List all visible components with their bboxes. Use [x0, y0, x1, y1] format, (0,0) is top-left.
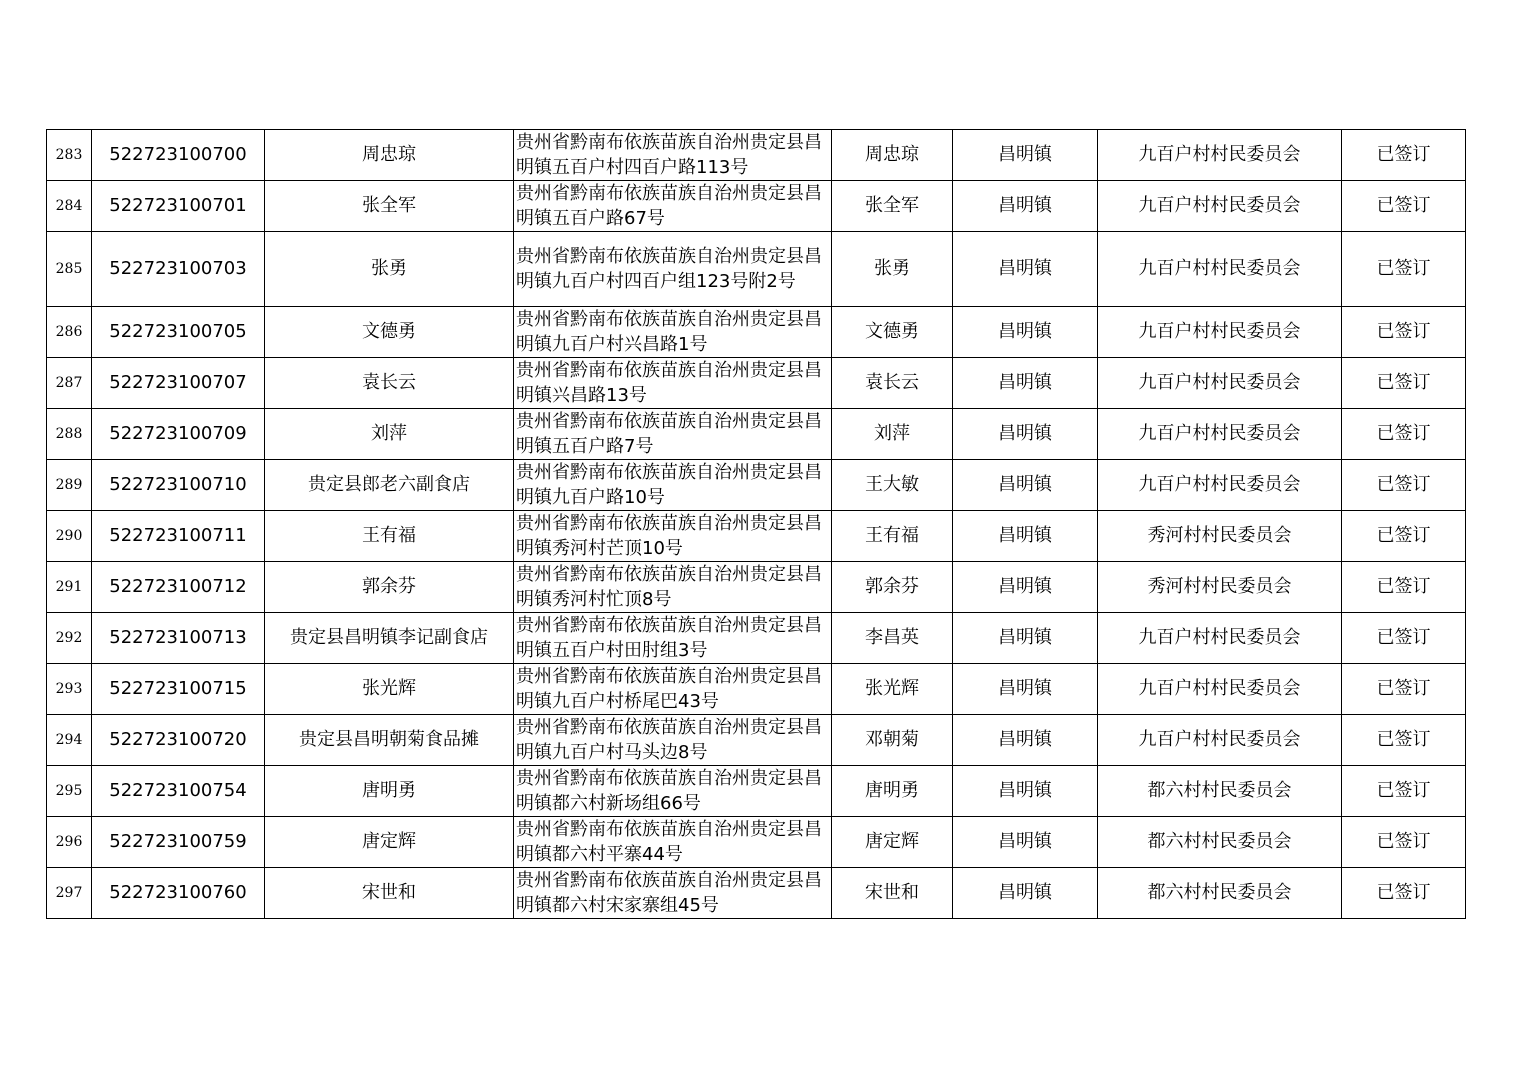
status-cell: 已签订: [1342, 181, 1466, 232]
business-name-cell: 刘萍: [265, 409, 514, 460]
town-cell: 昌明镇: [953, 613, 1098, 664]
village-committee-cell: 都六村村民委员会: [1098, 817, 1342, 868]
table-row: [47, 460, 1466, 511]
status-cell: 已签订: [1342, 511, 1466, 562]
table-row: [47, 715, 1466, 766]
row-number-cell: 283: [47, 130, 92, 181]
business-name-cell: 贵定县昌明镇李记副食店: [265, 613, 514, 664]
responsible-person-cell: 唐定辉: [832, 817, 953, 868]
village-committee-cell: 九百户村村民委员会: [1098, 409, 1342, 460]
town-cell: 昌明镇: [953, 562, 1098, 613]
row-number-cell: 288: [47, 409, 92, 460]
table-row: [47, 817, 1466, 868]
responsible-person-cell: 文德勇: [832, 307, 953, 358]
business-name-cell: 周忠琼: [265, 130, 514, 181]
table-row: [47, 307, 1466, 358]
village-committee-cell: 九百户村村民委员会: [1098, 664, 1342, 715]
business-name-cell: 张勇: [265, 232, 514, 307]
row-number-cell: 297: [47, 868, 92, 919]
responsible-person-cell: 宋世和: [832, 868, 953, 919]
license-code-cell: 522723100715: [92, 664, 265, 715]
table-row: [47, 409, 1466, 460]
address-cell: 贵州省黔南布依族苗族自治州贵定县昌明镇都六村平寨44号: [514, 817, 832, 868]
village-committee-cell: 秀河村村民委员会: [1098, 562, 1342, 613]
address-cell: 贵州省黔南布依族苗族自治州贵定县昌明镇九百户村四百户组123号附2号: [514, 232, 832, 307]
town-cell: 昌明镇: [953, 409, 1098, 460]
village-committee-cell: 九百户村村民委员会: [1098, 358, 1342, 409]
town-cell: 昌明镇: [953, 307, 1098, 358]
table-row: [47, 613, 1466, 664]
license-code-cell: 522723100710: [92, 460, 265, 511]
responsible-person-cell: 李昌英: [832, 613, 953, 664]
status-cell: 已签订: [1342, 562, 1466, 613]
responsible-person-cell: 袁长云: [832, 358, 953, 409]
town-cell: 昌明镇: [953, 511, 1098, 562]
status-cell: 已签订: [1342, 307, 1466, 358]
town-cell: 昌明镇: [953, 181, 1098, 232]
row-number-cell: 289: [47, 460, 92, 511]
address-cell: 贵州省黔南布依族苗族自治州贵定县昌明镇兴昌路13号: [514, 358, 832, 409]
business-name-cell: 唐明勇: [265, 766, 514, 817]
row-number-cell: 290: [47, 511, 92, 562]
town-cell: 昌明镇: [953, 868, 1098, 919]
status-cell: 已签订: [1342, 358, 1466, 409]
license-code-cell: 522723100720: [92, 715, 265, 766]
address-cell: 贵州省黔南布依族苗族自治州贵定县昌明镇秀河村芒顶10号: [514, 511, 832, 562]
table-row: [47, 358, 1466, 409]
village-committee-cell: 都六村村民委员会: [1098, 766, 1342, 817]
table-body: [47, 130, 1466, 919]
row-number-cell: 294: [47, 715, 92, 766]
status-cell: 已签订: [1342, 715, 1466, 766]
responsible-person-cell: 张勇: [832, 232, 953, 307]
business-name-cell: 唐定辉: [265, 817, 514, 868]
row-number-cell: 292: [47, 613, 92, 664]
status-cell: 已签订: [1342, 130, 1466, 181]
village-committee-cell: 都六村村民委员会: [1098, 868, 1342, 919]
status-cell: 已签订: [1342, 613, 1466, 664]
town-cell: 昌明镇: [953, 766, 1098, 817]
business-name-cell: 王有福: [265, 511, 514, 562]
town-cell: 昌明镇: [953, 232, 1098, 307]
business-name-cell: 郭余芬: [265, 562, 514, 613]
village-committee-cell: 九百户村村民委员会: [1098, 613, 1342, 664]
address-cell: 贵州省黔南布依族苗族自治州贵定县昌明镇五百户村四百户路113号: [514, 130, 832, 181]
table-row: [47, 130, 1466, 181]
business-name-cell: 贵定县郎老六副食店: [265, 460, 514, 511]
responsible-person-cell: 张全军: [832, 181, 953, 232]
table-row: [47, 232, 1466, 307]
business-name-cell: 文德勇: [265, 307, 514, 358]
license-code-cell: 522723100711: [92, 511, 265, 562]
license-code-cell: 522723100701: [92, 181, 265, 232]
village-committee-cell: 九百户村村民委员会: [1098, 232, 1342, 307]
row-number-cell: 286: [47, 307, 92, 358]
address-cell: 贵州省黔南布依族苗族自治州贵定县昌明镇五百户村田肘组3号: [514, 613, 832, 664]
row-number-cell: 295: [47, 766, 92, 817]
village-committee-cell: 秀河村村民委员会: [1098, 511, 1342, 562]
status-cell: 已签订: [1342, 766, 1466, 817]
address-cell: 贵州省黔南布依族苗族自治州贵定县昌明镇九百户路10号: [514, 460, 832, 511]
responsible-person-cell: 邓朝菊: [832, 715, 953, 766]
business-name-cell: 袁长云: [265, 358, 514, 409]
table-row: [47, 766, 1466, 817]
license-code-cell: 522723100709: [92, 409, 265, 460]
row-number-cell: 285: [47, 232, 92, 307]
business-name-cell: 贵定县昌明朝菊食品摊: [265, 715, 514, 766]
row-number-cell: 296: [47, 817, 92, 868]
town-cell: 昌明镇: [953, 460, 1098, 511]
address-cell: 贵州省黔南布依族苗族自治州贵定县昌明镇都六村新场组66号: [514, 766, 832, 817]
town-cell: 昌明镇: [953, 358, 1098, 409]
responsible-person-cell: 郭余芬: [832, 562, 953, 613]
village-committee-cell: 九百户村村民委员会: [1098, 307, 1342, 358]
address-cell: 贵州省黔南布依族苗族自治州贵定县昌明镇秀河村忙顶8号: [514, 562, 832, 613]
row-number-cell: 293: [47, 664, 92, 715]
address-cell: 贵州省黔南布依族苗族自治州贵定县昌明镇五百户路67号: [514, 181, 832, 232]
license-code-cell: 522723100703: [92, 232, 265, 307]
village-committee-cell: 九百户村村民委员会: [1098, 181, 1342, 232]
village-committee-cell: 九百户村村民委员会: [1098, 460, 1342, 511]
town-cell: 昌明镇: [953, 130, 1098, 181]
business-name-cell: 宋世和: [265, 868, 514, 919]
address-cell: 贵州省黔南布依族苗族自治州贵定县昌明镇都六村宋家寨组45号: [514, 868, 832, 919]
table-row: [47, 511, 1466, 562]
address-cell: 贵州省黔南布依族苗族自治州贵定县昌明镇九百户村马头边8号: [514, 715, 832, 766]
status-cell: 已签订: [1342, 409, 1466, 460]
table-row: [47, 868, 1466, 919]
address-cell: 贵州省黔南布依族苗族自治州贵定县昌明镇九百户村桥尾巴43号: [514, 664, 832, 715]
table-row: [47, 664, 1466, 715]
license-code-cell: 522723100707: [92, 358, 265, 409]
license-code-cell: 522723100759: [92, 817, 265, 868]
status-cell: 已签订: [1342, 664, 1466, 715]
status-cell: 已签订: [1342, 817, 1466, 868]
village-committee-cell: 九百户村村民委员会: [1098, 130, 1342, 181]
status-cell: 已签订: [1342, 460, 1466, 511]
license-code-cell: 522723100713: [92, 613, 265, 664]
responsible-person-cell: 周忠琼: [832, 130, 953, 181]
responsible-person-cell: 王大敏: [832, 460, 953, 511]
address-cell: 贵州省黔南布依族苗族自治州贵定县昌明镇五百户路7号: [514, 409, 832, 460]
license-code-cell: 522723100712: [92, 562, 265, 613]
responsible-person-cell: 张光辉: [832, 664, 953, 715]
table-row: [47, 181, 1466, 232]
row-number-cell: 284: [47, 181, 92, 232]
license-code-cell: 522723100760: [92, 868, 265, 919]
license-code-cell: 522723100754: [92, 766, 265, 817]
town-cell: 昌明镇: [953, 664, 1098, 715]
status-cell: 已签订: [1342, 232, 1466, 307]
town-cell: 昌明镇: [953, 817, 1098, 868]
row-number-cell: 291: [47, 562, 92, 613]
village-committee-cell: 九百户村村民委员会: [1098, 715, 1342, 766]
license-code-cell: 522723100700: [92, 130, 265, 181]
business-name-cell: 张光辉: [265, 664, 514, 715]
status-cell: 已签订: [1342, 868, 1466, 919]
license-code-cell: 522723100705: [92, 307, 265, 358]
responsible-person-cell: 刘萍: [832, 409, 953, 460]
contract-roster-table: [46, 129, 1466, 919]
responsible-person-cell: 王有福: [832, 511, 953, 562]
town-cell: 昌明镇: [953, 715, 1098, 766]
responsible-person-cell: 唐明勇: [832, 766, 953, 817]
row-number-cell: 287: [47, 358, 92, 409]
address-cell: 贵州省黔南布依族苗族自治州贵定县昌明镇九百户村兴昌路1号: [514, 307, 832, 358]
business-name-cell: 张全军: [265, 181, 514, 232]
table-row: [47, 562, 1466, 613]
